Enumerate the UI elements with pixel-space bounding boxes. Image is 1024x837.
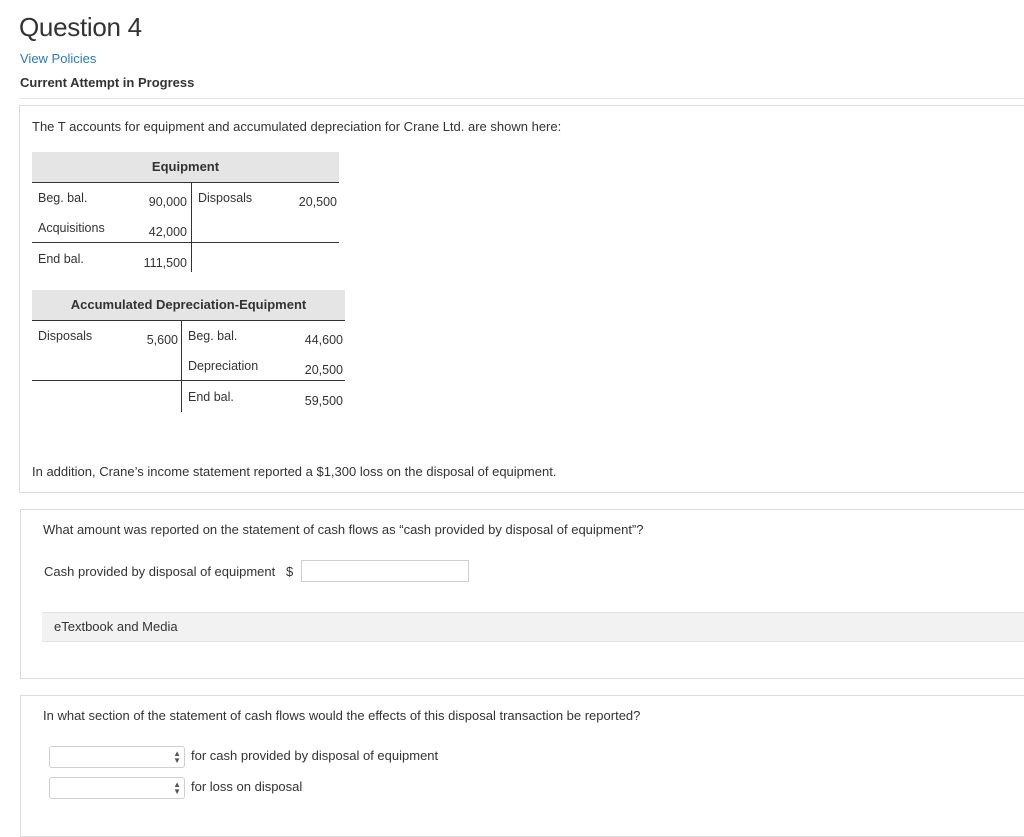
section-select-loss[interactable]	[49, 777, 185, 799]
equipment-debit-label: Acquisitions	[38, 221, 105, 235]
equipment-t-account-title: Equipment	[32, 152, 339, 182]
header-divider	[19, 98, 1024, 99]
equipment-credit-label: Disposals	[198, 191, 253, 205]
equipment-ending-label: End bal.	[38, 252, 84, 266]
equipment-top-rule	[32, 182, 339, 183]
cash-provided-label: Cash provided by disposal of equipment	[44, 564, 276, 579]
accum-dep-debit-label: Disposals	[38, 329, 93, 343]
etextbook-bar[interactable]	[42, 612, 1024, 642]
additional-info: In addition, Crane’s income statement reported a $1,300 loss on the disposal of equipment.	[32, 464, 557, 479]
accum-dep-debit-amount: 5,600	[146, 333, 178, 347]
accum-dep-total-rule	[32, 380, 345, 381]
equipment-debit-amount: 42,000	[148, 225, 187, 239]
accum-dep-credit-amount: 44,600	[304, 333, 343, 347]
problem-intro: The T accounts for equipment and accumulated depreciation for Crane Ltd. are shown here:	[32, 119, 562, 134]
accum-dep-credit-amount: 20,500	[304, 363, 343, 377]
accum-dep-credit-label: Depreciation	[188, 359, 259, 373]
accum-dep-credit-label: Beg. bal.	[188, 329, 238, 343]
cash-provided-input[interactable]	[301, 560, 469, 582]
part-a-question: What amount was reported on the statement of cash flows as “cash provided by disposal of equipment”?	[43, 522, 644, 537]
equipment-total-rule	[32, 242, 339, 243]
equipment-debit-amount: 90,000	[148, 195, 187, 209]
up-down-arrows-icon: ▲ ▼	[173, 780, 181, 796]
equipment-debit-label: Beg. bal.	[38, 191, 88, 205]
select-row-label: for loss on disposal	[191, 779, 303, 794]
accum-dep-center-rule	[181, 320, 182, 412]
accum-dep-top-rule	[32, 320, 345, 321]
attempt-status: Current Attempt in Progress	[20, 75, 195, 90]
accum-dep-ending-amount: 59,500	[304, 394, 343, 408]
currency-symbol: $	[286, 564, 294, 579]
accum-dep-ending-label: End bal.	[188, 390, 234, 404]
equipment-credit-amount: 20,500	[298, 195, 337, 209]
section-select-cash[interactable]	[49, 746, 185, 768]
etextbook-link[interactable]: eTextbook and Media	[54, 619, 178, 634]
select-row-label: for cash provided by disposal of equipment	[191, 748, 439, 763]
part-b-question: In what section of the statement of cash flows would the effects of this disposal transaction be reported?	[43, 708, 641, 723]
up-down-arrows-icon: ▲ ▼	[173, 749, 181, 765]
equipment-center-rule	[191, 182, 192, 272]
equipment-ending-amount: 111,500	[143, 256, 187, 270]
question-title: Question 4	[19, 12, 142, 42]
view-policies-link[interactable]: View Policies	[20, 51, 97, 66]
accum-dep-t-account-title: Accumulated Depreciation-Equipment	[32, 290, 345, 320]
